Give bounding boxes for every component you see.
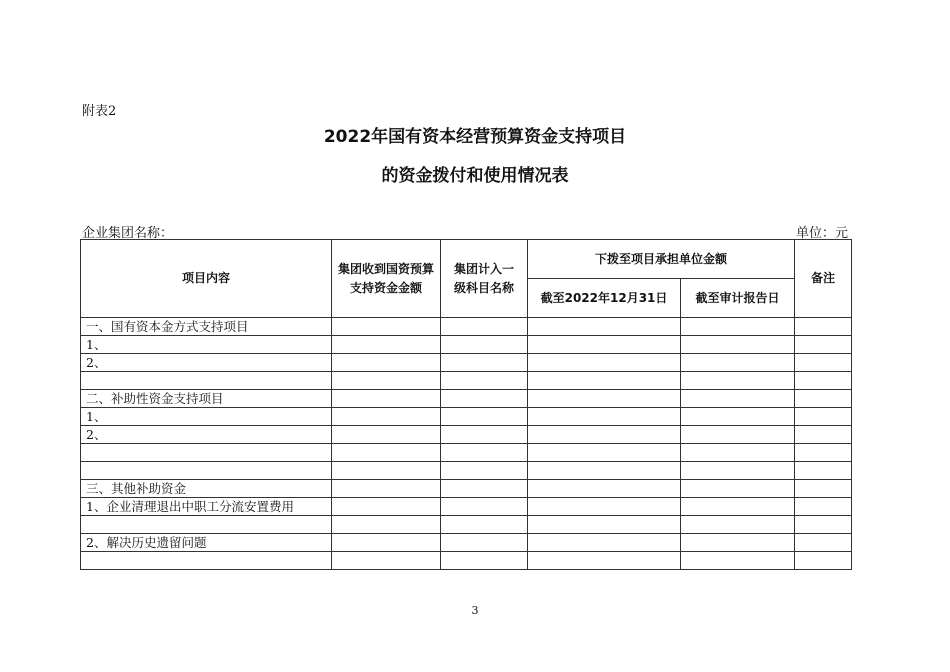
row-value-cell [795,444,852,462]
row-value-cell [681,462,795,480]
row-value-cell [332,534,441,552]
row-value-cell [332,480,441,498]
row-value-cell [528,390,681,408]
row-value-cell [332,516,441,534]
row-project-cell: 三、其他补助资金 [81,480,332,498]
row-value-cell [681,318,795,336]
row-value-cell [528,534,681,552]
table-row [81,408,852,426]
row-value-cell [681,498,795,516]
row-value-cell [528,354,681,372]
row-value-cell [441,390,528,408]
row-value-cell [441,552,528,570]
header-remarks: 备注 [795,240,852,318]
document-title-line2: 的资金拨付和使用情况表 [381,166,569,186]
row-value-cell [528,444,681,462]
row-value-cell [681,552,795,570]
unit-label: 单位：元 [795,226,848,241]
row-value-cell [528,498,681,516]
row-project-cell: 2、 [81,426,332,444]
table-row [81,552,852,570]
row-value-cell [681,408,795,426]
row-value-cell [528,408,681,426]
row-value-cell [441,498,528,516]
row-value-cell [441,534,528,552]
row-value-cell [528,336,681,354]
row-value-cell [681,372,795,390]
row-value-cell [528,462,681,480]
row-value-cell [795,516,852,534]
table-row [81,516,852,534]
row-project-cell [81,372,332,390]
table-row [81,534,852,552]
row-value-cell [441,372,528,390]
row-value-cell [441,462,528,480]
row-value-cell [332,390,441,408]
row-project-cell: 一、国有资本金方式支持项目 [81,318,332,336]
row-value-cell [441,408,528,426]
row-value-cell [441,426,528,444]
row-value-cell [528,426,681,444]
row-value-cell [795,318,852,336]
row-value-cell [795,534,852,552]
row-value-cell [681,426,795,444]
row-value-cell [795,390,852,408]
row-value-cell [332,354,441,372]
row-project-cell: 2、解决历史遗留问题 [81,534,332,552]
table-row [81,462,852,480]
row-project-cell [81,444,332,462]
row-value-cell [681,534,795,552]
row-value-cell [528,318,681,336]
row-project-cell: 1、 [81,336,332,354]
row-value-cell [332,426,441,444]
row-project-cell: 2、 [81,354,332,372]
row-value-cell [441,444,528,462]
row-value-cell [681,390,795,408]
table-row [81,480,852,498]
table-row [81,354,852,372]
row-value-cell [332,408,441,426]
row-value-cell [795,480,852,498]
row-value-cell [795,372,852,390]
row-value-cell [441,318,528,336]
row-value-cell [332,336,441,354]
row-project-cell [81,552,332,570]
row-value-cell [332,498,441,516]
row-project-cell [81,462,332,480]
funding-table [80,239,852,570]
row-project-cell: 1、 [81,408,332,426]
row-value-cell [795,336,852,354]
row-value-cell [441,354,528,372]
row-value-cell [528,552,681,570]
row-value-cell [795,354,852,372]
row-value-cell [795,408,852,426]
table-row [81,444,852,462]
row-value-cell [795,462,852,480]
row-value-cell [681,444,795,462]
row-project-cell [81,516,332,534]
document-title-line1: 2022年国有资本经营预算资金支持项目 [323,127,627,147]
row-value-cell [528,516,681,534]
table-row [81,336,852,354]
row-value-cell [681,516,795,534]
company-name-label: 企业集团名称： [82,226,174,241]
table-row [81,498,852,516]
table-row [81,390,852,408]
header-as-of-audit: 截至审计报告日 [681,279,795,318]
row-project-cell: 二、补助性资金支持项目 [81,390,332,408]
row-value-cell [332,318,441,336]
row-value-cell [332,552,441,570]
row-value-cell [681,480,795,498]
row-value-cell [795,426,852,444]
header-account-name: 集团计入一级科目名称 [441,240,528,318]
table-row [81,426,852,444]
row-value-cell [681,336,795,354]
row-value-cell [528,480,681,498]
header-as-of-date: 截至2022年12月31日 [528,279,681,318]
row-value-cell [332,372,441,390]
header-received-funds: 集团收到国资预算支持资金金额 [332,240,441,318]
row-value-cell [795,498,852,516]
header-allocated-amount: 下拨至项目承担单位金额 [528,240,795,279]
row-value-cell [681,354,795,372]
page-number: 3 [471,604,479,617]
row-value-cell [528,372,681,390]
table-row [81,318,852,336]
row-value-cell [332,444,441,462]
row-value-cell [441,516,528,534]
row-project-cell: 1、企业清理退出中职工分流安置费用 [81,498,332,516]
row-value-cell [332,462,441,480]
annex-label: 附表2 [82,104,117,119]
header-project-content: 项目内容 [81,240,332,318]
row-value-cell [441,336,528,354]
row-value-cell [795,552,852,570]
row-value-cell [441,480,528,498]
table-row [81,372,852,390]
